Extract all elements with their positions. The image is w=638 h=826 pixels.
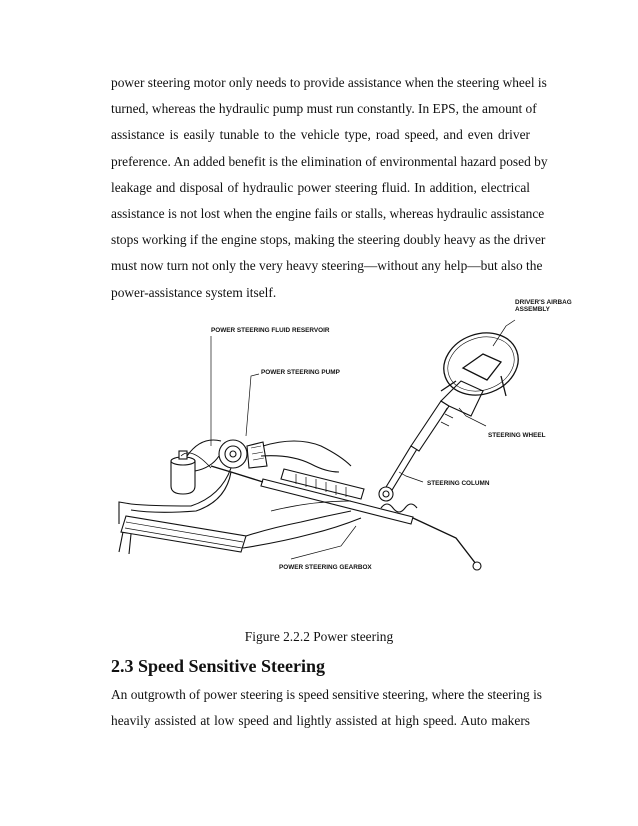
label-airbag: DRIVER'S AIRBAG [515,299,572,306]
section-heading: 2.3 Speed Sensitive Steering [111,656,325,676]
fluid-reservoir [171,451,195,494]
text-line: power steering motor only needs to provide assistance when the steering wheel is [111,75,547,90]
text-line: heavily assisted at low speed and lightly assisted at high speed. Auto makers [111,713,530,729]
text-line: turned, whereas the hydraulic pump must run constantly. In EPS, the amount of [111,101,537,117]
label-gearbox: POWER STEERING GEARBOX [279,564,372,571]
leader-lines [211,320,515,559]
text-line: An outgrowth of power steering is speed sensitive steering, where the steering is [111,687,542,702]
label-steering-wheel: STEERING WHEEL [488,432,546,439]
text-line: assistance is easily tunable to the vehicle type, road speed, and even driver [111,127,530,143]
text-line: power-assistance system itself. [111,284,277,300]
body-paragraph-2 [111,682,542,734]
power-steering-pump [219,440,267,468]
text-line: stops working if the engine stops, making the steering doubly heavy as the driver [111,232,546,248]
text-line: leakage and disposal of hydraulic power steering fluid. In addition, electrical [111,179,530,195]
label-pump: POWER STEERING PUMP [261,369,340,376]
text-line: must now turn not only the very heavy steering—without any help—but also the [111,258,543,274]
label-steering-column: STEERING COLUMN [427,480,490,487]
figure-caption: Figure 2.2.2 Power steering [244,629,394,644]
text-line: preference. An added benefit is the elimination of environmental hazard posed by [111,153,548,169]
label-reservoir: POWER STEERING FLUID RESERVOIR [211,327,330,334]
power-steering-diagram [111,296,572,596]
label-airbag-2: ASSEMBLY [515,306,550,313]
text-line: assistance is not lost when the engine fails or stalls, whereas hydraulic assistance [111,206,545,222]
